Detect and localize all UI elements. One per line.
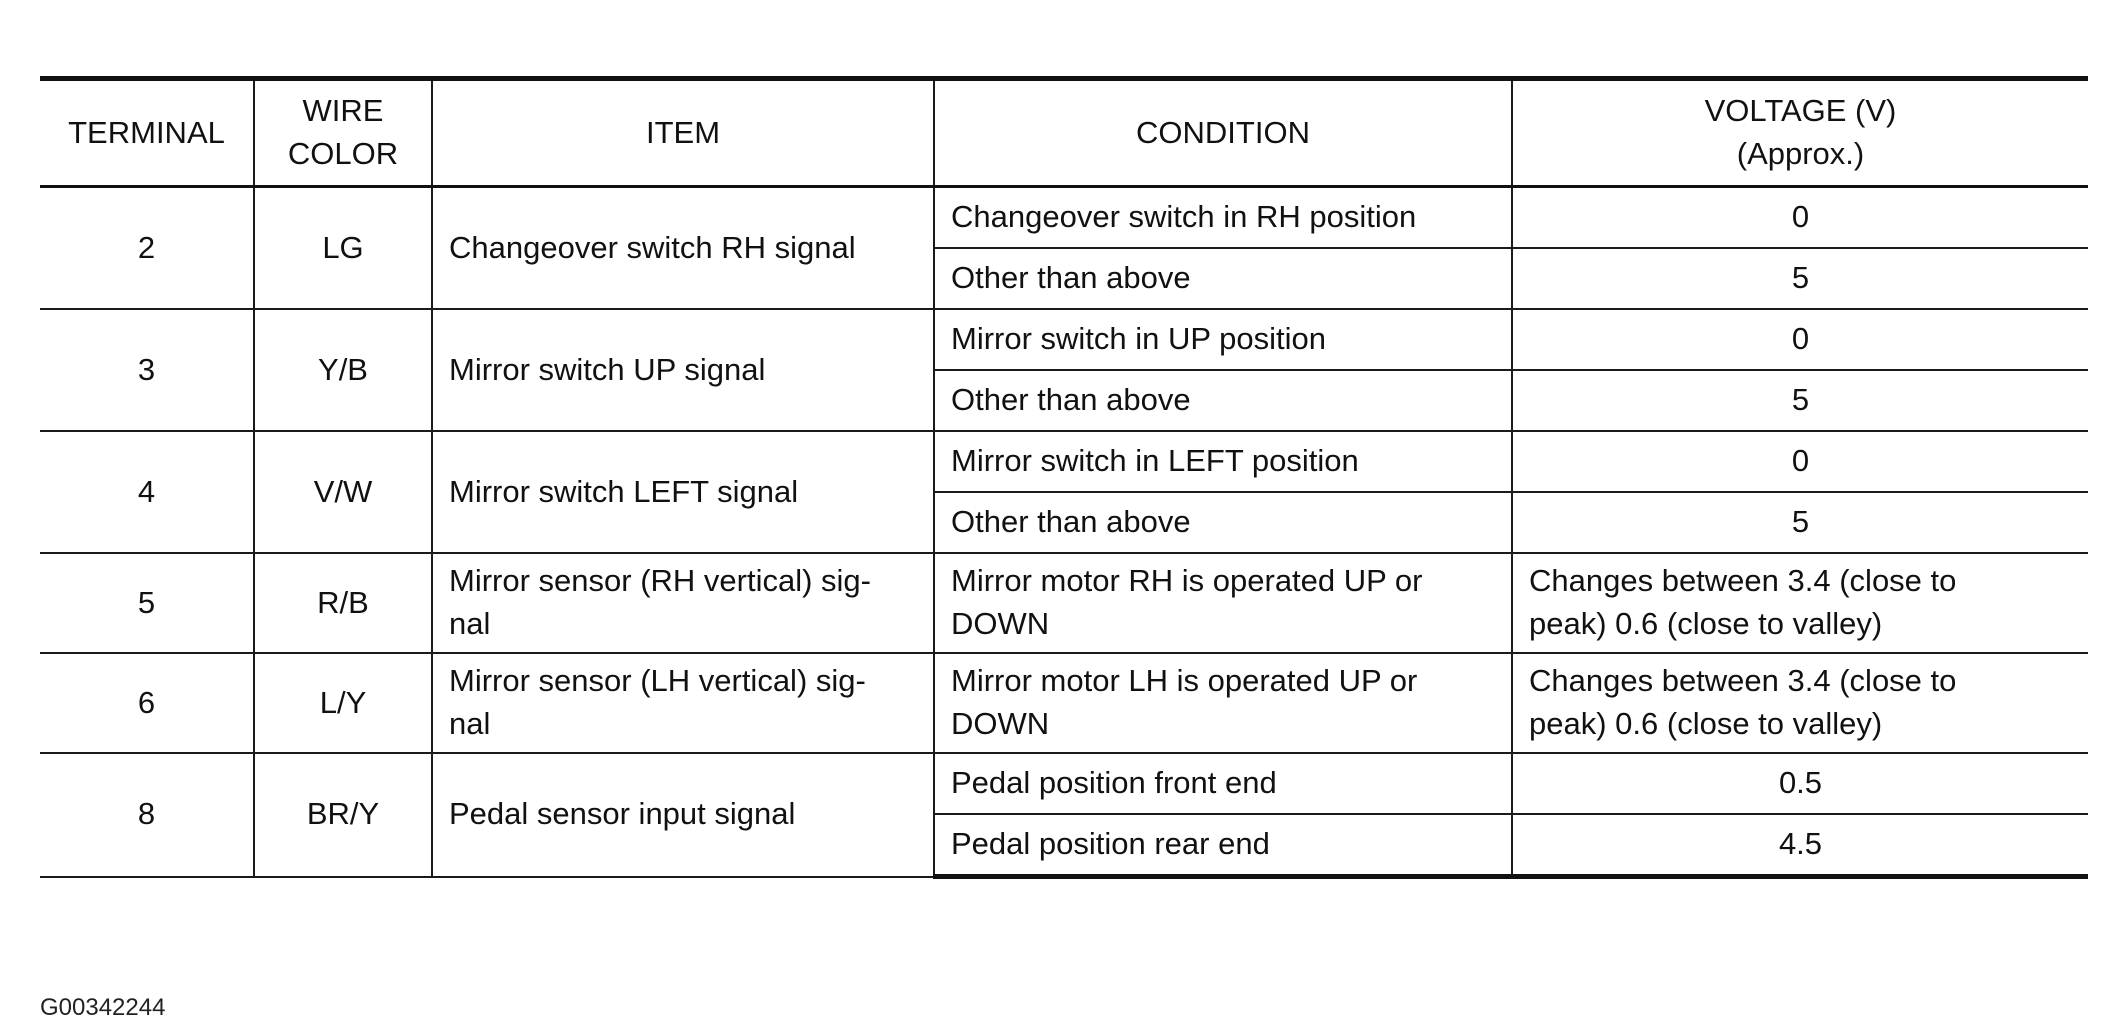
condition-line2: DOWN	[951, 606, 1050, 641]
voltage-cell	[1512, 653, 2088, 753]
table-row	[40, 431, 2088, 492]
condition-cell: Changeover switch in RH position	[934, 187, 1512, 249]
condition-line1: Mirror motor RH is operated UP or	[951, 563, 1423, 599]
table-row	[40, 309, 2088, 370]
condition-cell: Other than above	[934, 370, 1512, 431]
header-wire-color-line2: COLOR	[287, 136, 399, 171]
condition-cell: Pedal position front end	[934, 753, 1512, 814]
header-voltage	[1512, 79, 2088, 187]
voltage-line2: peak) 0.6 (close to valley)	[1529, 706, 1883, 741]
header-wire-color-line1: WIRE	[302, 93, 384, 129]
item-cell	[432, 553, 934, 653]
voltage-cell	[1512, 553, 2088, 653]
voltage-cell: 5	[1512, 492, 2088, 553]
voltage-cell: 5	[1512, 248, 2088, 309]
voltage-line1: Changes between 3.4 (close to	[1529, 563, 1957, 599]
condition-cell: Other than above	[934, 248, 1512, 309]
table-row	[40, 553, 2088, 653]
header-item: ITEM	[432, 79, 934, 187]
item-line2: nal	[449, 706, 491, 741]
condition-cell	[934, 553, 1512, 653]
condition-cell: Mirror switch in LEFT position	[934, 431, 1512, 492]
wire-color-cell: L/Y	[254, 653, 432, 753]
wire-color-cell: R/B	[254, 553, 432, 653]
voltage-line2: peak) 0.6 (close to valley)	[1529, 606, 1883, 641]
voltage-cell: 0	[1512, 431, 2088, 492]
wire-color-cell: LG	[254, 187, 432, 310]
item-line1: Mirror sensor (LH vertical) sig-	[449, 663, 866, 699]
table-row	[40, 653, 2088, 753]
header-wire-color	[254, 79, 432, 187]
table-row	[40, 187, 2088, 249]
terminal-voltage-table	[40, 76, 2088, 879]
terminal-cell: 6	[40, 653, 254, 753]
item-cell: Mirror switch UP signal	[432, 309, 934, 431]
wire-color-cell: V/W	[254, 431, 432, 553]
table-header	[40, 79, 2088, 187]
terminal-cell: 4	[40, 431, 254, 553]
header-row	[40, 79, 2088, 187]
figure-id: G00342244	[40, 994, 166, 1021]
condition-cell: Mirror switch in UP position	[934, 309, 1512, 370]
terminal-cell: 2	[40, 187, 254, 310]
voltage-cell: 0	[1512, 187, 2088, 249]
condition-cell: Other than above	[934, 492, 1512, 553]
header-terminal: TERMINAL	[40, 79, 254, 187]
wire-color-cell: Y/B	[254, 309, 432, 431]
item-cell: Pedal sensor input signal	[432, 753, 934, 877]
terminal-cell: 5	[40, 553, 254, 653]
item-cell	[432, 653, 934, 753]
terminal-cell: 3	[40, 309, 254, 431]
item-cell: Changeover switch RH signal	[432, 187, 934, 310]
voltage-line1: Changes between 3.4 (close to	[1529, 663, 1957, 699]
voltage-cell: 0.5	[1512, 753, 2088, 814]
table-row	[40, 753, 2088, 814]
voltage-cell: 0	[1512, 309, 2088, 370]
wire-color-cell: BR/Y	[254, 753, 432, 877]
table-body	[40, 187, 2088, 877]
voltage-cell: 5	[1512, 370, 2088, 431]
item-cell: Mirror switch LEFT signal	[432, 431, 934, 553]
condition-line1: Mirror motor LH is operated UP or	[951, 663, 1418, 699]
voltage-cell: 4.5	[1512, 814, 2088, 877]
item-line1: Mirror sensor (RH vertical) sig-	[449, 563, 871, 599]
terminal-voltage-table-wrapper	[40, 76, 2088, 1021]
header-voltage-line2: (Approx.)	[1736, 136, 1865, 171]
terminal-cell: 8	[40, 753, 254, 877]
condition-cell	[934, 653, 1512, 753]
condition-cell: Pedal position rear end	[934, 814, 1512, 877]
header-condition: CONDITION	[934, 79, 1512, 187]
item-line2: nal	[449, 606, 491, 641]
condition-line2: DOWN	[951, 706, 1050, 741]
header-voltage-line1: VOLTAGE (V)	[1704, 93, 1897, 129]
